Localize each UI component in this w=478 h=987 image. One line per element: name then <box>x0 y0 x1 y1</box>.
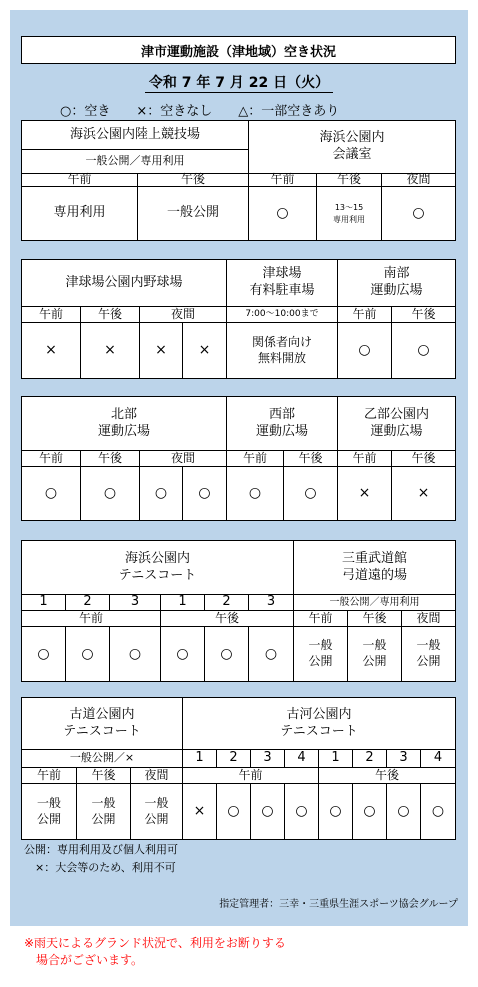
header-cell: 夜間 <box>139 450 227 467</box>
status-cell: ○ <box>284 783 319 840</box>
status-cell: ○ <box>109 626 161 682</box>
court-number: 1 <box>160 594 205 611</box>
manager-credit: 指定管理者：三幸・三重県生涯スポーツ協会グループ <box>219 899 458 910</box>
status-cell: ○ <box>248 186 317 241</box>
status-cell: 一般 公開 <box>130 783 183 840</box>
status-cell: ○ <box>139 466 183 521</box>
facility-furukawa-tennis: 古河公園内 テニスコート <box>182 697 456 750</box>
header-cell: 午前 <box>248 173 317 187</box>
facility-west-ground: 西部 運動広場 <box>226 396 338 451</box>
header-cell: 午後 <box>391 450 456 467</box>
status-cell: ○ <box>80 466 140 521</box>
header-cell: 夜間 <box>130 767 183 784</box>
legend: ○：空き ×：空きなし △：一部空きあり <box>60 104 340 119</box>
status-cell: ○ <box>352 783 387 840</box>
court-number: 2 <box>204 594 249 611</box>
block-athletics-meeting <box>21 120 456 241</box>
court-number: 4 <box>284 749 319 768</box>
court-number: 3 <box>250 749 285 768</box>
status-cell: ○ <box>381 186 456 241</box>
facility-baseball-field: 津球場公園内野球場 <box>21 259 227 307</box>
rain-warning: ※雨天によるグランド状況で、利用をお断りする 場合がございます。 <box>24 936 286 967</box>
header-cell: 午前 <box>21 306 81 323</box>
header-cell: 午前 <box>226 450 284 467</box>
court-number: 2 <box>216 749 251 768</box>
header-cell: 夜間 <box>401 610 456 627</box>
status-cell: ○ <box>386 783 421 840</box>
status-cell: ○ <box>182 466 227 521</box>
status-cell: × <box>182 783 217 840</box>
facility-athletics-stadium: 海浜公園内陸上競技場 <box>21 120 249 150</box>
court-number: 3 <box>109 594 161 611</box>
block-furumichi-furukawa-tennis <box>21 697 456 840</box>
header-cell: 午前 <box>182 767 319 784</box>
header-cell: 午前 <box>21 767 77 784</box>
court-number: 2 <box>352 749 387 768</box>
header-cell: 午前 <box>21 610 161 627</box>
status-cell: ○ <box>248 626 294 682</box>
kyudo-usage-label: 一般公開／専用利用 <box>293 594 456 611</box>
status-cell: × <box>139 322 183 379</box>
facility-south-ground: 南部 運動広場 <box>337 259 456 307</box>
header-cell: 7:00～10:00まで <box>226 306 338 323</box>
header-cell: 午前 <box>337 450 392 467</box>
status-cell: 一般 公開 <box>21 783 77 840</box>
header-cell: 午後 <box>283 450 338 467</box>
status-cell: × <box>182 322 227 379</box>
header-cell: 午後 <box>318 767 456 784</box>
header-cell: 午前 <box>21 173 138 187</box>
status-cell: ○ <box>283 466 338 521</box>
date-heading <box>0 72 478 92</box>
status-cell: ○ <box>226 466 284 521</box>
status-cell: × <box>337 466 392 521</box>
header-cell: 午後 <box>80 306 140 323</box>
block-north-west-otobe <box>21 396 456 521</box>
status-cell: ○ <box>65 626 110 682</box>
status-cell: 専用利用 <box>21 186 138 241</box>
header-cell: 午後 <box>347 610 402 627</box>
status-cell: ○ <box>21 466 81 521</box>
status-cell: ○ <box>337 322 392 379</box>
status-cell: 一般 公開 <box>293 626 348 682</box>
facility-kaihin-tennis: 海浜公園内 テニスコート <box>21 540 294 595</box>
court-number: 1 <box>21 594 66 611</box>
facility-otobe-ground: 乙部公園内 運動広場 <box>337 396 456 451</box>
athletics-usage-label: 一般公開／専用利用 <box>21 149 249 174</box>
status-cell: 一般 公開 <box>347 626 402 682</box>
court-number: 2 <box>65 594 110 611</box>
date-text: 令和 7 年 7 月 22 日（火） <box>145 75 333 93</box>
status-cell: ○ <box>420 783 456 840</box>
status-cell: 一般 公開 <box>76 783 131 840</box>
header-cell: 午後 <box>137 173 249 187</box>
status-cell: ○ <box>318 783 353 840</box>
status-cell: ○ <box>160 626 205 682</box>
facility-meeting-room: 海浜公園内 会議室 <box>248 120 456 174</box>
status-cell: 関係者向け 無料開放 <box>226 322 338 379</box>
header-cell: 午後 <box>76 767 131 784</box>
status-cell: × <box>391 466 456 521</box>
header-cell: 午後 <box>80 450 140 467</box>
status-cell: ○ <box>250 783 285 840</box>
court-number: 4 <box>420 749 456 768</box>
furumichi-usage-label: 一般公開／× <box>21 749 183 768</box>
status-cell: ○ <box>216 783 251 840</box>
status-cell: × <box>80 322 140 379</box>
facility-furumichi-tennis: 古道公園内 テニスコート <box>21 697 183 750</box>
status-cell: ○ <box>21 626 66 682</box>
header-cell: 午前 <box>337 306 392 323</box>
header-cell: 午後 <box>391 306 456 323</box>
status-cell: 一般公開 <box>137 186 249 241</box>
status-cell: × <box>21 322 81 379</box>
court-number: 3 <box>248 594 294 611</box>
status-cell: 13～15 専用利用 <box>316 186 382 241</box>
header-cell: 夜間 <box>139 306 227 323</box>
status-cell: 一般 公開 <box>401 626 456 682</box>
facility-kyudo-range: 三重武道館 弓道遠的場 <box>293 540 456 595</box>
court-number: 1 <box>318 749 353 768</box>
header-cell: 午後 <box>316 173 382 187</box>
header-cell: 夜間 <box>381 173 456 187</box>
notes: 公開：専用利用及び個人利用可 ×：大会等のため、利用不可 <box>24 843 178 874</box>
header-cell: 午前 <box>293 610 348 627</box>
page-title: 津市運動施設（津地域）空き状況 <box>21 36 456 64</box>
block-tennis-kyudo <box>21 540 456 682</box>
court-number: 3 <box>386 749 421 768</box>
court-number: 1 <box>182 749 217 768</box>
facility-paid-parking: 津球場 有料駐車場 <box>226 259 338 307</box>
status-cell: ○ <box>204 626 249 682</box>
facility-north-ground: 北部 運動広場 <box>21 396 227 451</box>
header-cell: 午前 <box>21 450 81 467</box>
header-cell: 午後 <box>160 610 294 627</box>
status-cell: ○ <box>391 322 456 379</box>
block-baseball-parking-south <box>21 259 456 379</box>
